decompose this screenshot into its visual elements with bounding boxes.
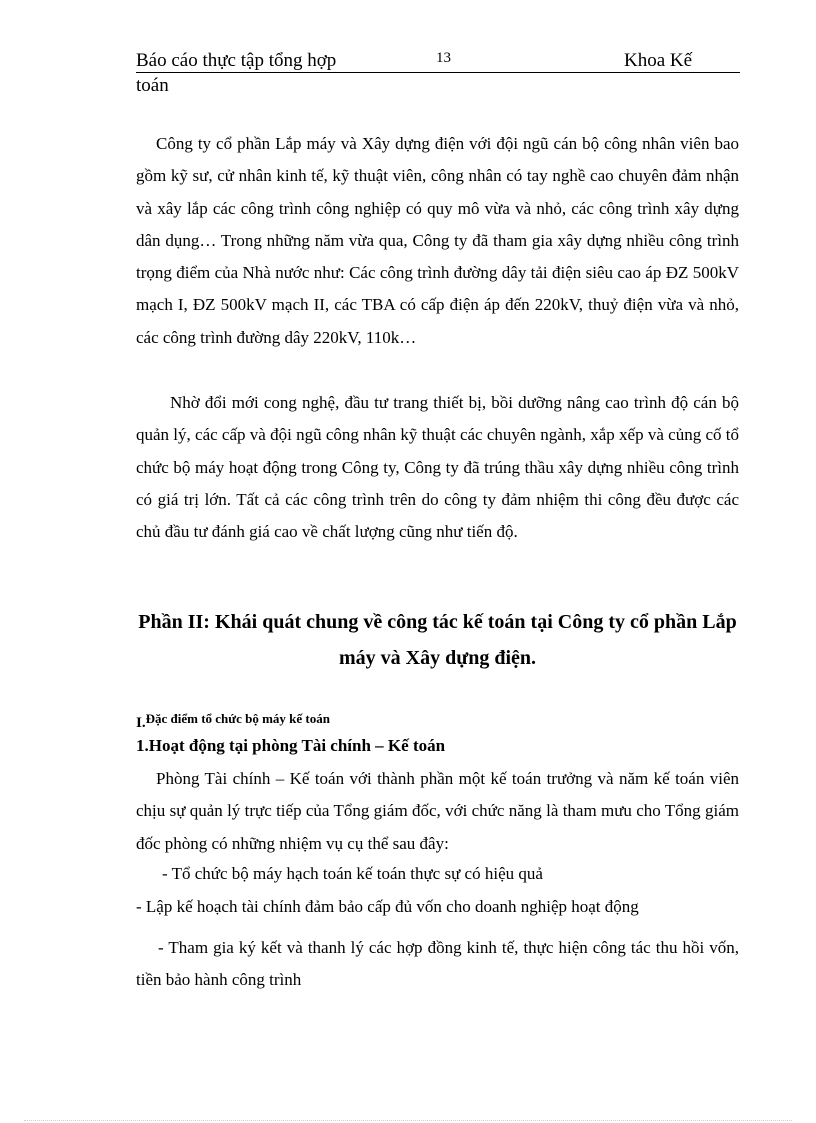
part-heading: Phần II: Khái quát chung về công tác kế toán tại Công ty cổ phần Lắp máy và Xây dựng điện. bbox=[138, 611, 737, 669]
section-intro-paragraph: Phòng Tài chính – Kế toán với thành phần một kế toán trưởng và năm kế toán viên chịu sự quản lý trực tiếp của Tổng giám đốc, với chức năng là tham mưu cho Tổng giám đốc phòng có những nhiệm vụ cụ thể sau đây: bbox=[136, 769, 739, 853]
section-roman-numeral: I. bbox=[136, 715, 146, 731]
task-item-1: - Tổ chức bộ máy hạch toán kế toán thực sự có hiệu quả bbox=[162, 864, 543, 883]
page-number: 13 bbox=[436, 50, 451, 66]
section-title: Đặc điểm tổ chức bộ máy kế toán bbox=[145, 711, 330, 726]
page-bottom-divider bbox=[24, 1120, 792, 1121]
task-item-3: - Tham gia ký kết và thanh lý các hợp đồng kinh tế, thực hiện công tác thu hồi vốn, tiền bảo hành công trình bbox=[136, 938, 739, 990]
subsection-heading: 1.Hoạt động tại phòng Tài chính – Kế toán bbox=[136, 736, 446, 755]
header-underline bbox=[136, 72, 740, 73]
header-department-continued: toán bbox=[136, 75, 169, 96]
body-paragraph-2: Nhờ đổi mới cong nghệ, đầu tư trang thiết bị, bồi dưỡng nâng cao trình độ cán bộ quản lý, các cấp và đội ngũ công nhân kỹ thuật các chuyên ngành, xắp xếp và củng cố tổ chức bộ máy hoạt động trong Công ty, Công ty đã trúng thầu xây dựng nhiều công trình có giá trị lớn. Tất cả các công trình trên do công ty đảm nhiệm thi công đều được các chủ đầu tư đánh giá cao về chất lượng cũng như tiến độ. bbox=[136, 393, 739, 542]
task-item-2: - Lập kế hoạch tài chính đảm bảo cấp đủ vốn cho doanh nghiệp hoạt động bbox=[136, 897, 639, 916]
body-paragraph-1: Công ty cổ phần Lắp máy và Xây dựng điện với đội ngũ cán bộ công nhân viên bao gồm kỹ sư, cử nhân kinh tế, kỹ thuật viên, công nhân có tay nghề cao chuyên đảm nhận và xây lắp các công trình công nghiệp có quy mô vừa và nhỏ, các công trình xây dựng dân dụng… Trong những năm vừa qua, Công ty đã tham gia xây dựng nhiều công trình trọng điểm của Nhà nước như: Các công trình đường dây tải điện siêu cao áp ĐZ 500kV mạch I, ĐZ 500kV mạch II, các TBA có cấp điện áp đến 220kV, thuỷ điện vừa và nhỏ, các công trình đường dây 220kV, 110k… bbox=[136, 134, 739, 347]
section-heading bbox=[136, 711, 330, 732]
header-department: Khoa Kế bbox=[624, 50, 693, 71]
header-report-title: Báo cáo thực tập tổng hợp bbox=[136, 50, 337, 71]
